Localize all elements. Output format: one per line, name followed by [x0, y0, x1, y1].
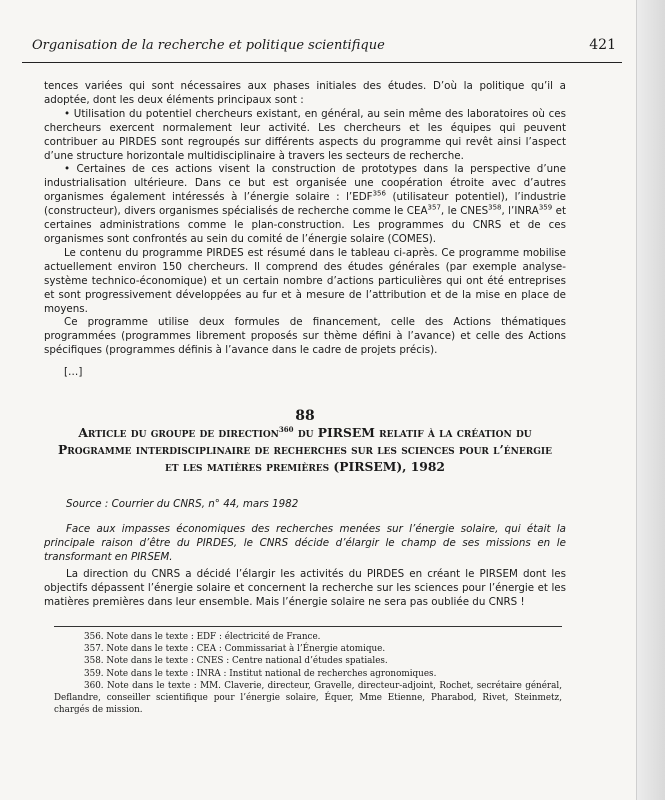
text-run: (utilisateur potentiel), l’industrie (constructeur), divers organismes spécialisés de recherche comme le CEA [44, 191, 566, 218]
bullet-paragraph [44, 163, 566, 246]
text-run: et certaines administrations comme le plan-construction. Les programmes du CNRS et de ces organismes sont confrontés au sein du comité de l’énergie solaire (COMES). [44, 205, 566, 245]
footnote: 357. Note dans le texte : CEA : Commissariat à l’Énergie atomique. [84, 644, 386, 655]
footnote: 356. Note dans le texte : EDF : électricité de France. [84, 632, 321, 642]
article-paragraph: La direction du CNRS a décidé l’élargir les activités du PIRDES en créant le PIRSEM dont les objectifs dépassent l’énergie solaire et concernent la recherche sur les sciences pour l’énergie et les matières premières dans leur ensemble. Mais l’énergie solaire ne sera pas oubliée du CNRS ! [44, 568, 566, 608]
text-run: , l’INRA [501, 205, 539, 218]
paragraph: Ce programme utilise deux formules de financement, celle des Actions thématiques programmées (programmes librement proposés sur thème défini à l’avance) et celle des Actions spécifiques (programmes définis à l’avance dans le cadre de projets précis). [44, 316, 566, 357]
paragraph: Le contenu du programme PIRDES est résumé dans le tableau ci-après. Ce programme mobilise actuellement environ 150 chercheurs. Il comprend des études générales (par exemple analyse-système technico-économique) et un certain nombre d’actions particulières qui ont été entreprises et sont progressivement développées au fur et à mesure de l’attribution et de la mise en place de moyens. [44, 246, 566, 315]
header-title: Organisation de la recherche et politique scientifique [32, 38, 385, 53]
footnote: 359. Note dans le texte : INRA : Institut national de recherches agronomiques. [84, 668, 437, 679]
title-run: Article du groupe de direction [78, 425, 279, 440]
intro-paragraph: Face aux impasses économiques des recherches menées sur l’énergie solaire, qui était la principale raison d’être du PIRDES, le CNRS décide d’élargir le champ de ses missions en le transformant en PIRSEM. [44, 523, 566, 563]
text-run: , le CNES [440, 205, 489, 218]
footnotes [54, 626, 562, 716]
text-run: • Certaines de ces actions visent la construction de prototypes dans la perspective d’une industrialisation ultérieure. Dans ce but est organisée une coopération étroite avec d’autres organismes également intéressés à l’énergie solaire : l’EDF [44, 163, 566, 204]
body-text [44, 80, 566, 380]
footnote-ref: 357 [427, 203, 441, 212]
section-number: 88 [295, 408, 315, 424]
source-line: Source : Courrier du CNRS, n° 44, mars 1982 [66, 498, 299, 510]
footnote: 358. Note dans le texte : CNES : Centre national d’études spatiales. [84, 656, 388, 667]
ellipsis: […] [64, 366, 83, 379]
title-run: du PIRSEM relatif à la création du Programme interdisciplinaire de recherches sur les sciences pour l’énergie et les matières premières (PIRSEM), 1982 [58, 425, 552, 474]
footnote-ref: 356 [372, 189, 386, 198]
footnote-ref: 358 [488, 203, 502, 212]
footnote-ref: 359 [538, 203, 553, 212]
page-number: 421 [589, 37, 616, 53]
bullet-paragraph: • Utilisation du potentiel chercheurs existant, en général, au sein même des laboratoires où ces chercheurs exercent normalement leur activité. Les chercheurs et les équipes qui peuvent contribuer au PIRDES sont regroupés sur différents aspects du programme qui revêt ainsi l’aspect d’une structure horizontale multidisciplinaire à travers les secteurs de recherche. [44, 107, 566, 162]
footnote: 360. Note dans le texte : MM. Claverie, directeur, Gravelle, directeur-adjoint, Rochet, secrétaire général, Deflandre, conseiller scientifique pour l’énergie solaire, Équer, Mme Etienne, Pharabod, Rivet, Steinmetz, chargés de mission. [54, 680, 562, 716]
section-title [54, 424, 556, 475]
paragraph: tences variées qui sont nécessaires aux phases initiales des études. D’où la politique qu’il a adoptée, dont les deux éléments principaux sont : [44, 80, 566, 106]
running-header [22, 36, 622, 63]
scan-edge [637, 0, 665, 800]
footnote-ref: 360 [278, 424, 294, 434]
